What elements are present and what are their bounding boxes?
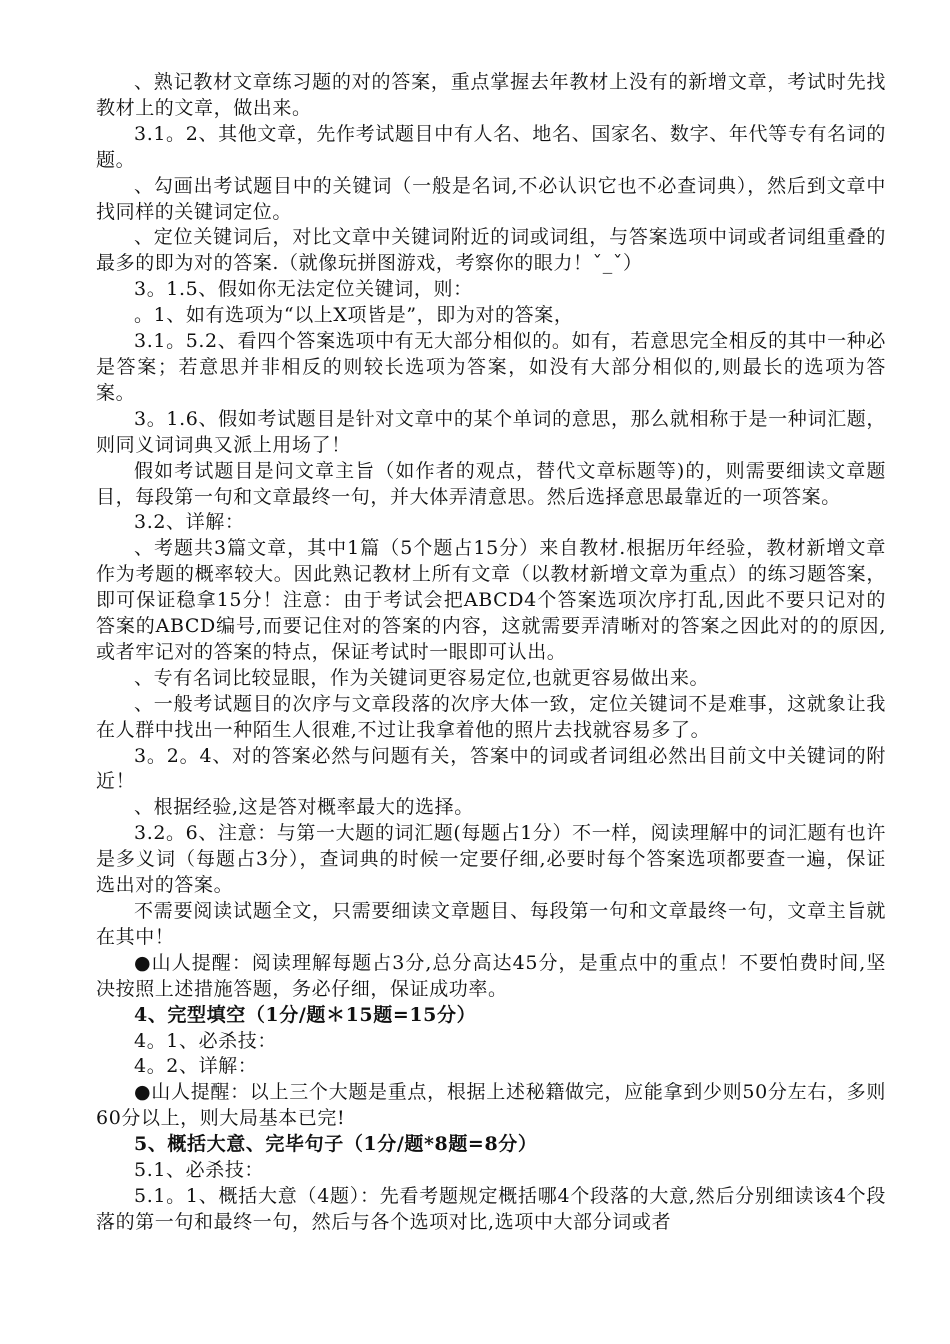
paragraph-21: 4。2、详解： (134, 1055, 258, 1078)
paragraph-25: 5.1。1、概括大意（4题）：先看考题规定概括哪4个段落的大意,然后分别细读该4个段落的第一句和最终一句，然后与各个选项对比,选项中大部分词或者 (96, 1184, 886, 1233)
paragraph-7: 3.1。5.2、看四个答案选项中有无大部分相似的。如有，若意思完全相反的其中一种必是答案；若意思并非相反的则较长选项为答案，如没有大部分相似的,则最长的选项为答案。 (96, 330, 886, 404)
paragraph-5: 3。1.5、假如你无法定位关键词，则： (134, 278, 473, 301)
paragraph-11: 、考题共3篇文章，其中1篇（5个题占15分）来自教材.根据历年经验，教材新增文章作为考题的概率较大。因此熟记教材上所有文章（以教材新增文章为重点）的练习题答案，即可保证稳拿15分！注意：由于考试会把ABCD4个答案选项次序打乱,因此不要只记对的答案的ABCD编号,而要记住对的答案的内容，这就需要弄清晰对的答案之因此对的的原因,或者牢记对的答案的特点，保证考试时一眼即可认出。 (96, 537, 886, 663)
paragraph-13: 、一般考试题目的次序与文章段落的次序大体一致，定位关键词不是难事，这就象让我在人群中找出一种陌生人很难,不过让我拿着他的照片去找就容易多了。 (96, 692, 886, 741)
section-heading-5: 5、概括大意、完毕句子（1分/题*8题=8分） (134, 1133, 538, 1156)
paragraph-2: 3.1。2、其他文章，先作考试题目中有人名、地名、国家名、数字、年代等专有名词的题。 (96, 122, 886, 171)
paragraph-4: 、定位关键词后，对比文章中关键词附近的词或词组，与答案选项中词或者词组重叠的最多的即为对的答案.（就像玩拼图游戏，考察你的眼力！ˇ_ˇ） (96, 226, 886, 275)
reminder-note-2: ●山人提醒：以上三个大题是重点，根据上述秘籍做完，应能拿到少则50分左右，多则60分以上，则大局基本已完! (96, 1081, 886, 1130)
paragraph-15: 、根据经验,这是答对概率最大的选择。 (134, 796, 474, 819)
paragraph-20: 4。1、必杀技： (134, 1029, 277, 1052)
paragraph-14: 3。2。4、对的答案必然与问题有关，答案中的词或者词组必然出目前文中关键词的附近！ (96, 744, 886, 793)
paragraph-8: 3。1.6、假如考试题目是针对文章中的某个单词的意思，那么就相称于是一种词汇题，则同义词词典又派上用场了！ (96, 407, 886, 456)
paragraph-17: 不需要阅读试题全文，只需要细读文章题目、每段第一句和文章最终一句，文章主旨就在其中！ (96, 900, 886, 948)
document-page (96, 70, 886, 1236)
section-heading-4: 4、完型填空（1分/题＊15题=15分） (134, 1003, 477, 1026)
paragraph-1: 、熟记教材文章练习题的对的答案，重点掌握去年教材上没有的新增文章，考试时先找教材上的文章，做出来。 (96, 71, 886, 119)
paragraph-6: 。1、如有选项为“以上X项皆是”，即为对的答案， (134, 304, 574, 327)
paragraph-10: 3.2、详解： (134, 511, 245, 534)
paragraph-9: 假如考试题目是问文章主旨（如作者的观点，替代文章标题等)的，则需要细读文章题目，每段第一句和文章最终一句，并大体弄清意思。然后选择意思最靠近的一项答案。 (96, 459, 886, 508)
paragraph-16: 3.2。6、注意：与第一大题的词汇题(每题占1分）不一样，阅读理解中的词汇题有也许是多义词（每题占3分），查词典的时候一定要仔细,必要时每个答案选项都要查一遍，保证选出对的答案。 (96, 822, 886, 897)
reminder-note-1: ●山人提醒：阅读理解每题占3分,总分高达45分，是重点中的重点！不要怕费时间,坚决按照上述措施答题，务必仔细，保证成功率。 (96, 951, 886, 1000)
paragraph-3: 、勾画出考试题目中的关键词（一般是名词,不必认识它也不必查词典），然后到文章中找同样的关键词定位。 (96, 174, 886, 223)
paragraph-24: 5.1、必杀技： (134, 1159, 265, 1182)
paragraph-12: 、专有名词比较显眼，作为关键词更容易定位,也就更容易做出来。 (134, 666, 710, 689)
